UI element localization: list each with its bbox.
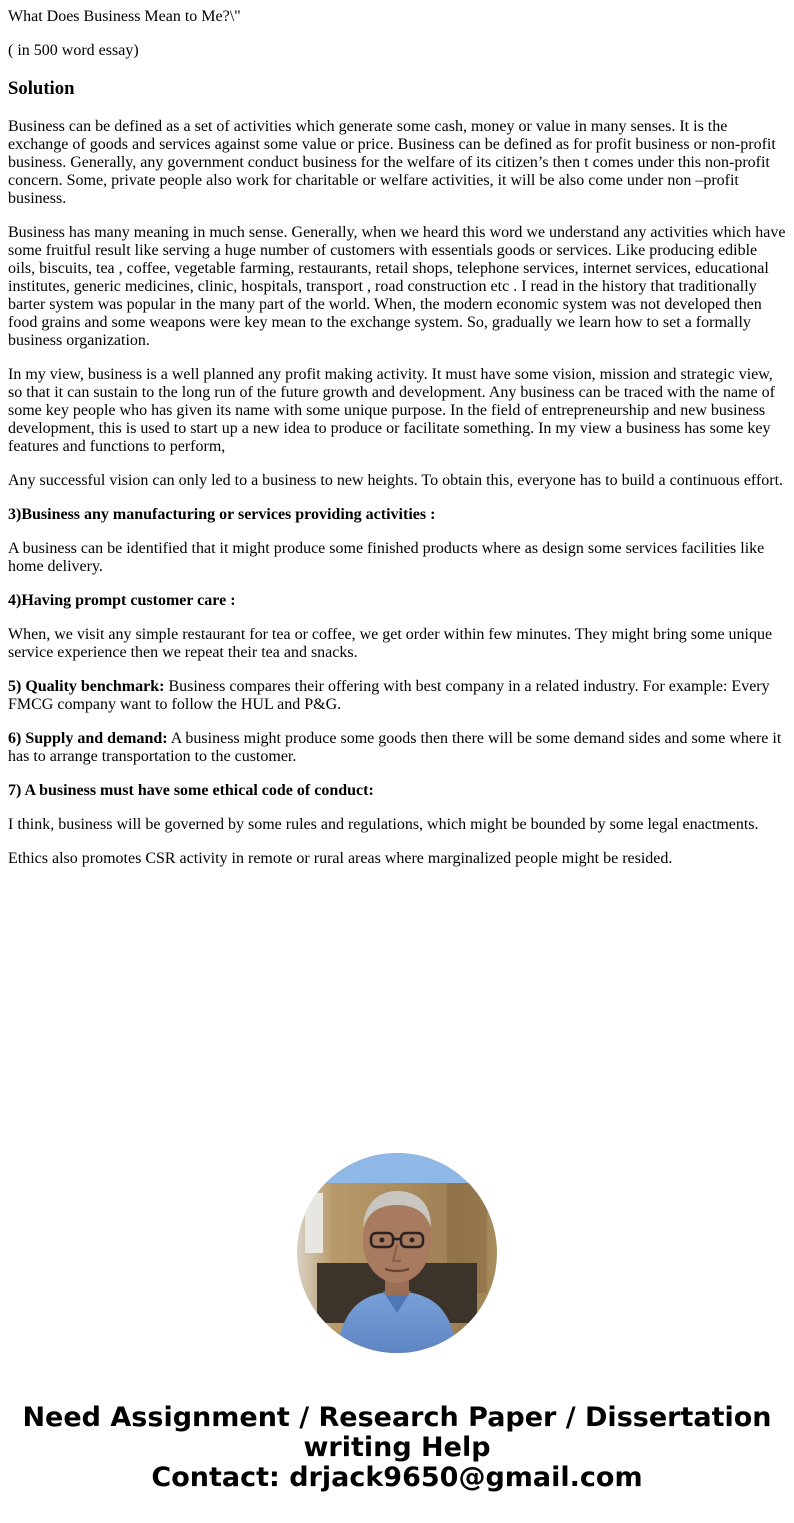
supply-text: A business might produce some goods then there will be some demand sides and some where it has to arrange transportation to the customer.	[8, 730, 782, 765]
author-avatar	[297, 1153, 497, 1353]
question-title: What Does Business Mean to Me?\"	[8, 8, 241, 25]
heading-ethics-label: 7) A business must have some ethical code of conduct:	[8, 782, 374, 799]
author-photo-illustration	[297, 1153, 497, 1353]
paragraph-meaning: Business has many meaning in much sense. Generally, when we heard this word we understand any activities which have some fruitful result like serving a huge number of customers with essentials goods or services. Like producing edible oils, biscuits, tea , coffee, vegetable farming, restaurants, retail shops, telephone services, internet services, educational institutes, generic medicines, clinic, hospitals, transport , road construction etc . I read in the history that traditionally barter system was popular in the many part of the world. When, the modern economic system was not developed then food grains and some weapons were key mean to the exchange system. So, gradually we learn how to set a formally business organization.	[8, 224, 786, 349]
paragraph-definition: Business can be defined as a set of activities which generate some cash, money or value in many senses. It is the exchange of goods and services against some value or price. Business can be defined as for profit business or non-profit business. Generally, any government conduct business for the welfare of its citizen’s then t comes under this non-profit concern. Some, private people also work for charitable or welfare activities, it will be also come under non –profit business.	[8, 118, 776, 207]
heading-manufacturing-label: 3)Business any manufacturing or services providing activities :	[8, 506, 436, 523]
quality-label: 5) Quality benchmark:	[8, 678, 165, 695]
question-subtitle: ( in 500 word essay)	[8, 42, 139, 59]
essay-document	[8, 0, 786, 884]
paragraph-vision: Any successful vision can only led to a business to new heights. To obtain this, everyone has to build a continuous effort.	[8, 472, 784, 489]
paragraph-manufacturing: A business can be identified that it might produce some finished products where as design some services facilities like home delivery.	[8, 540, 765, 575]
heading-customer-care-label: 4)Having prompt customer care :	[8, 592, 236, 609]
promo-contact: Contact: drjack9650@gmail.com	[151, 1462, 643, 1493]
quality-text: Business compares their offering with best company in a related industry. For example: Every FMCG company want to follow the HUL and P&G.	[8, 678, 770, 713]
heading-customer-care	[8, 592, 786, 610]
supply-label: 6) Supply and demand:	[8, 730, 168, 747]
paragraph-quality	[8, 678, 786, 714]
heading-ethics	[8, 782, 786, 800]
heading-manufacturing	[8, 506, 786, 524]
promo-line-1: Need Assignment / Research Paper / Dissertation	[22, 1402, 772, 1433]
solution-heading: Solution	[8, 78, 75, 99]
promo-line-2: writing Help	[303, 1432, 491, 1463]
paragraph-rules: I think, business will be governed by some rules and regulations, which might be bounded by some legal enactments.	[8, 816, 759, 833]
paragraph-customer-care: When, we visit any simple restaurant for tea or coffee, we get order within few minutes. They might bring some unique service experience then we repeat their tea and snacks.	[8, 626, 773, 661]
paragraph-csr: Ethics also promotes CSR activity in remote or rural areas where marginalized people might be resided.	[8, 850, 673, 867]
promo-banner	[0, 1403, 794, 1493]
paragraph-supply	[8, 730, 786, 766]
paragraph-view: In my view, business is a well planned any profit making activity. It must have some vision, mission and strategic view, so that it can sustain to the long run of the future growth and development. Any business can be traced with the name of some key people who has given its name with some unique purpose. In the field of entrepreneurship and new business development, this is used to start up a new idea to produce or facilitate something. In my view a business has some key features and functions to perform,	[8, 366, 775, 455]
